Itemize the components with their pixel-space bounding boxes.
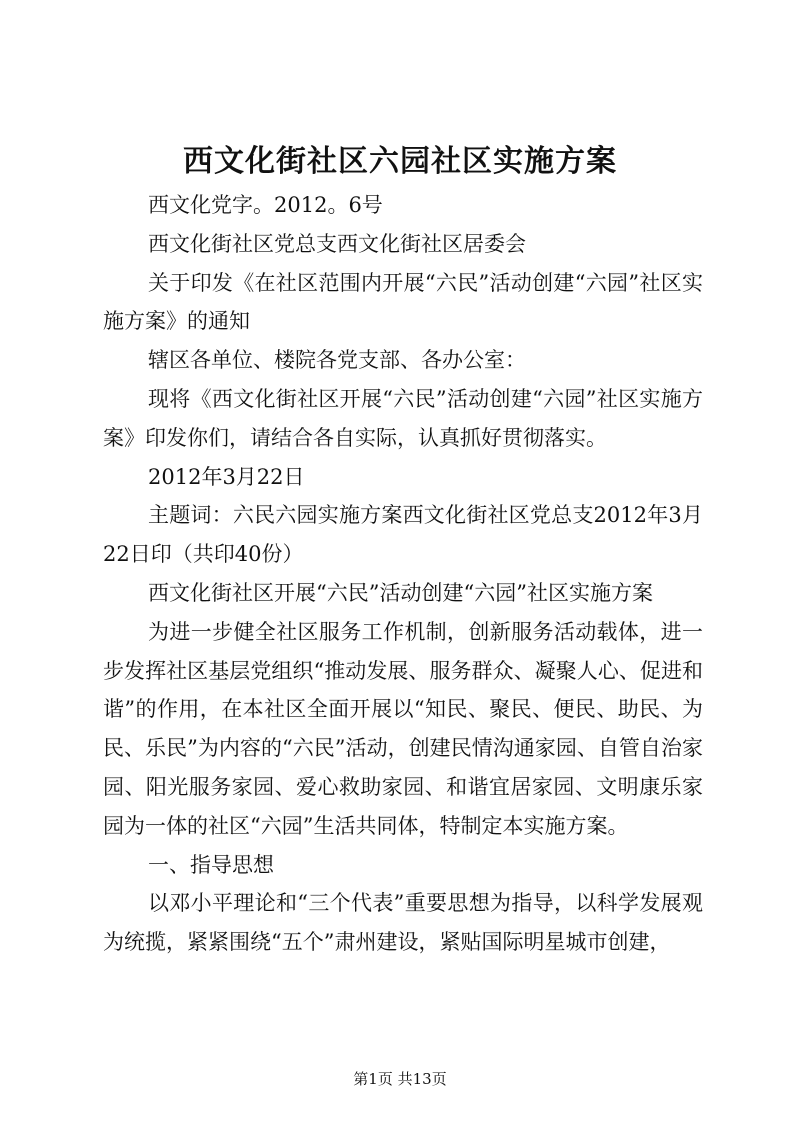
page-footer: 第1页 共13页	[353, 1070, 447, 1088]
recipients: 辖区各单位、楼院各党支部、各办公室：	[148, 348, 526, 373]
document-number: 西文化党字。2012。6号	[148, 193, 383, 217]
plan-introduction: 为进一步健全社区服务工作机制，创新服务活动载体，进一步发挥社区基层党组织“推动发展、服务群众、凝聚人心、促进和谐”的作用，在本社区全面开展以“知民、聚民、便民、助民、为民、乐民”为内容的“六民”活动，创建民情沟通家园、自管自治家园、阳光服务家园、爱心救助家园、和谐宜居家园、文明康乐家园为一体的社区“六园”生活共同体，特制定本实施方案。	[103, 619, 703, 838]
plan-heading: 西文化街社区开展“六民”活动创建“六园”社区实施方案	[148, 580, 653, 605]
document-body	[103, 186, 703, 962]
notice-subject: 关于印发《在社区范围内开展“六民”活动创建“六园”社区实施方案》的通知	[103, 270, 703, 334]
notice-body: 现将《西文化街社区开展“六民”活动创建“六园”社区实施方案》印发你们，请结合各自实际，认真抓好贯彻落实。	[103, 386, 703, 450]
page-title: 西文化街社区六园社区实施方案	[183, 144, 617, 179]
guiding-ideology-text: 以邓小平理论和“三个代表”重要思想为指导，以科学发展观为统揽，紧紧围绕“五个”肃州建设，紧贴国际明星城市创建，	[103, 891, 703, 955]
subject-keywords: 主题词：六民六园实施方案西文化街社区党总支2012年3月22日印（共印40份）	[103, 503, 703, 567]
section-heading-guiding-ideology: 一、指导思想	[148, 852, 274, 877]
issuing-organization: 西文化街社区党总支西文化街社区居委会	[148, 231, 526, 256]
issue-date: 2012年3月22日	[148, 464, 305, 489]
